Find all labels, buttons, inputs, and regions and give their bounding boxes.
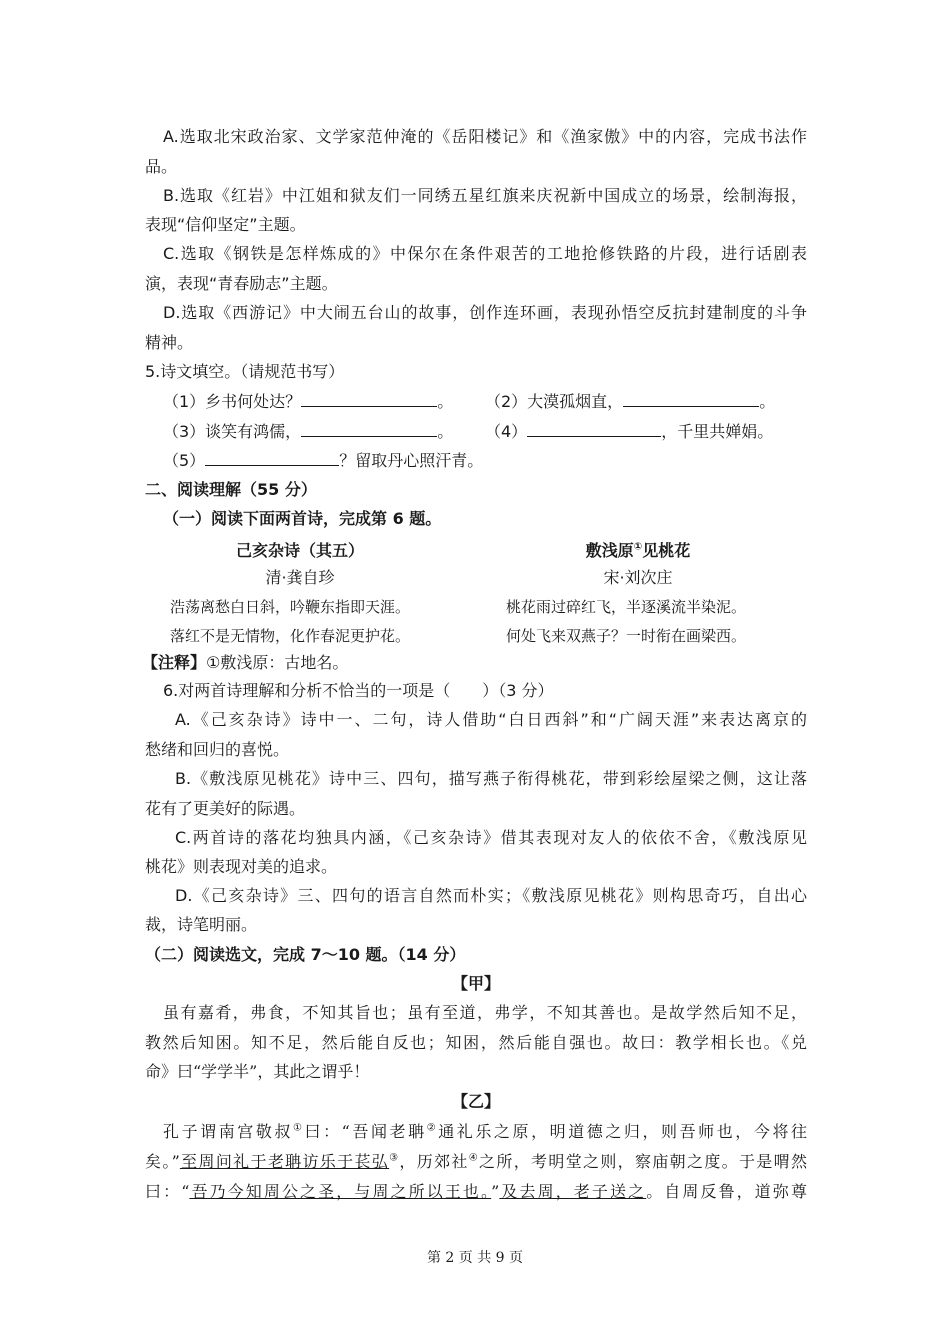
page-footer: 第 2 页 共 9 页	[426, 1250, 524, 1266]
q5-blank-5[interactable]	[205, 450, 339, 466]
q6-stem: 6.对两首诗理解和分析不恰当的一项是（ ）（3 分）	[163, 681, 554, 700]
q5-item-5: （5） ？留取丹心照汗青。	[163, 451, 484, 470]
poem2-line2: 何处飞来双燕子？一时衔在画梁西。	[506, 627, 747, 645]
jia-line2: 教然后知困。知不足，然后能自反也；知困，然后能自强也。故曰：教学相长也。《兑	[145, 1033, 807, 1052]
q4-option-d-line2: 精神。	[145, 333, 194, 352]
q5-blank-3[interactable]	[301, 421, 437, 437]
q5-blank-1[interactable]	[301, 391, 437, 407]
subsection-2-heading: （二）阅读选文，完成 7～10 题。（14 分）	[145, 945, 466, 964]
underlined-sentence-1: 至周问礼于老聃访乐于苌弘	[179, 1152, 390, 1171]
poem2-title: 敷浅原①见桃花	[585, 541, 691, 560]
yi-line2: 矣。”至周问礼于老聃访乐于苌弘③，历郊社④之所，考明堂之则，察庙朝之度。于是喟然	[145, 1152, 807, 1171]
q6-option-d-line1: D.《己亥杂诗》三、四句的语言自然而朴实；《敷浅原见桃花》则构思奇巧，自出心	[175, 886, 807, 905]
subsection-1-heading: （一）阅读下面两首诗，完成第 6 题。	[163, 509, 442, 528]
poem1-author: 清·龚自珍	[265, 568, 335, 587]
q5-blank-4[interactable]	[527, 421, 661, 437]
q4-option-b-line2: 表现“信仰坚定”主题。	[145, 215, 306, 234]
q6-option-d-line2: 裁，诗笔明丽。	[145, 915, 258, 934]
note: 【注释】①敷浅原：古地名。	[142, 653, 349, 672]
q5-item-4: （4） ，千里共婵娟。	[485, 422, 774, 441]
q4-option-c-line1: C.选取《钢铁是怎样炼成的》中保尔在条件艰苦的工地抢修铁路的片段，进行话剧表	[163, 244, 807, 263]
q5-blank-2[interactable]	[623, 391, 759, 407]
q6-option-c-line2: 桃花》则表现对美的追求。	[145, 857, 338, 876]
underlined-sentence-3: 及去周，老子送之	[499, 1182, 647, 1201]
q4-option-b-line1: B.选取《红岩》中江姐和狱友们一同绣五星红旗来庆祝新中国成立的场景，绘制海报，	[163, 186, 807, 205]
q5-item-3: （3）谈笑有鸿儒， 。	[163, 422, 454, 441]
q6-option-c-line1: C.两首诗的落花均独具内涵，《己亥杂诗》借其表现对友人的依依不舍，《敷浅原见	[175, 828, 807, 847]
jia-line3: 命》曰“学学半”，其此之谓乎！	[145, 1062, 370, 1081]
q6-option-b-line1: B.《敷浅原见桃花》诗中三、四句，描写燕子衔得桃花，带到彩绘屋梁之侧，这让落	[175, 769, 807, 788]
poem1-title: 己亥杂诗（其五）	[235, 541, 364, 560]
poem1-line1: 浩荡离愁白日斜，吟鞭东指即天涯。	[170, 598, 411, 616]
jia-line1: 虽有嘉肴，弗食，不知其旨也；虽有至道，弗学，不知其善也。是故学然后知不足，	[163, 1003, 807, 1022]
q4-option-d-line1: D.选取《西游记》中大闹五台山的故事，创作连环画，表现孙悟空反抗封建制度的斗争	[163, 303, 807, 322]
q4-option-a-line1: A.选取北宋政治家、文学家范仲淹的《岳阳楼记》和《渔家傲》中的内容，完成书法作	[163, 127, 807, 146]
q6-option-a-line2: 愁绪和回归的喜悦。	[145, 740, 290, 759]
yi-line3: 曰：“吾乃今知周公之圣，与周之所以王也。”及去周，老子送之。自周反鲁，道弥尊	[145, 1182, 807, 1201]
yi-line1: 孔子谓南宫敬叔①曰：“吾闻老聃②通礼乐之原，明道德之归，则吾师也，今将往	[163, 1122, 807, 1141]
jia-label: 【甲】	[451, 974, 500, 993]
poem2-line1: 桃花雨过碎红飞，半逐溪流半染泥。	[506, 598, 747, 616]
q6-option-b-line2: 花有了更美好的际遇。	[145, 799, 306, 818]
q5-item-1: （1）乡书何处达？ 。	[163, 392, 454, 411]
q5-title: 5.诗文填空。（请规范书写）	[145, 362, 345, 381]
poem1-line2: 落红不是无情物，化作春泥更护花。	[170, 627, 411, 645]
section-heading: 二、阅读理解（55 分）	[145, 480, 317, 499]
underlined-sentence-2: 吾乃今知周公之圣，与周之所以王也。	[189, 1182, 492, 1201]
poem2-author: 宋·刘次庄	[603, 568, 673, 587]
q4-option-c-line2: 演，表现“青春励志”主题。	[145, 274, 338, 293]
yi-label: 【乙】	[451, 1092, 500, 1111]
q4-option-a-line2: 品。	[145, 157, 178, 176]
q5-item-2: （2）大漠孤烟直， 。	[485, 392, 776, 411]
q6-option-a-line1: A.《己亥杂诗》诗中一、二句，诗人借助“白日西斜”和“广阔天涯”来表达离京的	[175, 710, 807, 729]
